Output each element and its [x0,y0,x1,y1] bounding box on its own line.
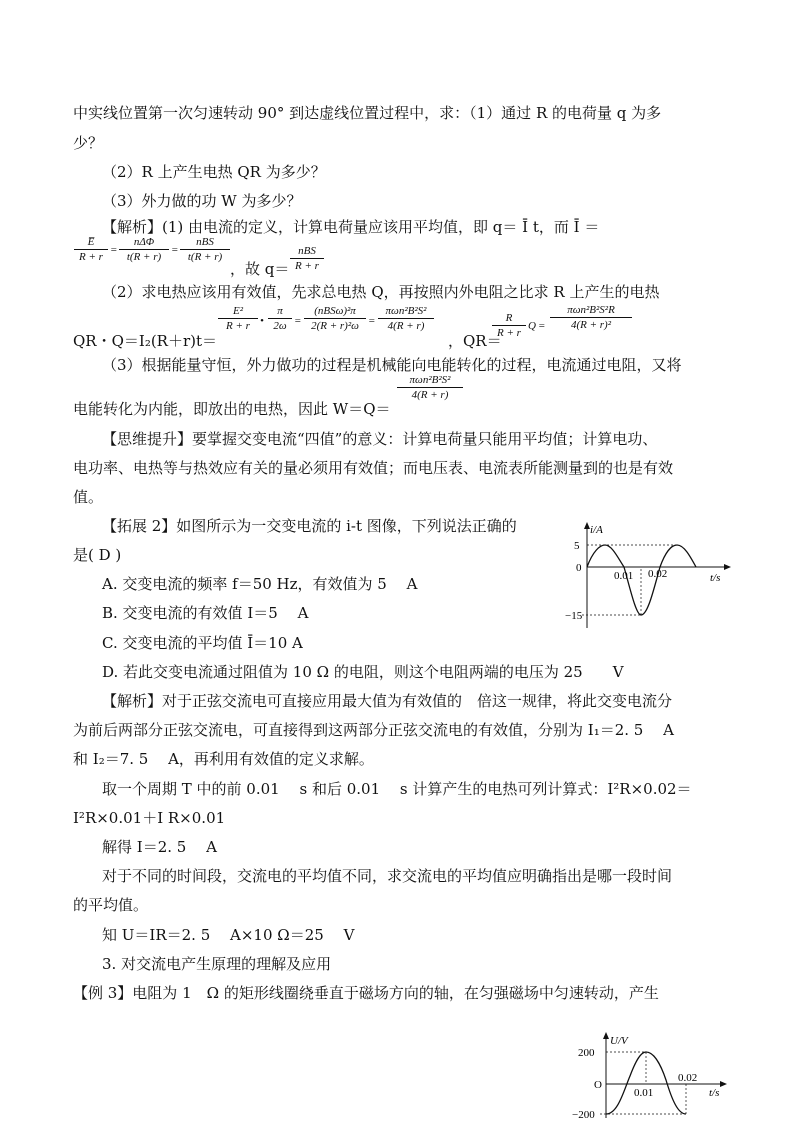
text-line: 是( D ) [73,546,122,564]
text-line: ，QR＝ [448,332,502,350]
text-line: 的平均值。 [73,896,149,914]
text-line: I²R×0.01＋I R×0.01 [73,809,226,827]
x-label: t/s [709,1087,720,1099]
formula-equals: = [171,244,179,256]
x-tick-2: 0.02 [648,568,668,580]
y-tick-top: 200 [578,1047,595,1059]
formula-fraction: πωn²B²S² 4(R + r) [378,305,434,332]
y-label: i/A [590,524,603,536]
y-tick-zero: 0 [576,562,582,574]
formula-q: Q [528,320,536,332]
y-axis-arrow [603,1032,609,1039]
formula-fraction: E̅ R + r [74,236,108,263]
formula-fraction: πωn²B²S² 4(R + r) [397,374,463,401]
x-axis-arrow [724,564,731,570]
formula-equals: = [538,320,546,332]
formula-fraction: (nBSω)²π 2(R + r)²ω [304,305,366,332]
y-tick-top: 5 [574,540,580,552]
u-t-graph [566,1030,731,1120]
x-tick-1: 0.01 [634,1087,654,1099]
formula-equals: = [294,315,302,327]
text-line: 电能转化为内能，即放出的电热，因此 W＝Q＝ [73,400,391,418]
text-line: 对于不同的时间段，交流电的平均值不同，求交流电的平均值应明确指出是哪一段时间 [102,867,673,885]
i-t-graph [560,518,735,633]
text-line: 解得 I＝2. 5 A [102,838,217,856]
text-line: 【解析】(1) 由电流的定义，计算电荷量应该用平均值，即 q＝ Ī t，而 Ī ＝ [102,218,600,236]
text-line: 为前后两部分正弦交流电，可直接得到这两部分正弦交流电的有效值，分别为 I₁＝2. 5 A [73,721,674,739]
formula-fraction: π 2ω [268,305,292,332]
text-line: 【解析】对于正弦交流电可直接应用最大值为有效值的 倍这一规律，将此交变电流分 [102,692,673,710]
option-c: C. 交变电流的平均值 Ī＝10 A [102,634,303,652]
formula-fraction: πωn²B²S²R 4(R + r)² [550,304,632,331]
text-line: 知 U＝IR＝2. 5 A×10 Ω＝25 V [102,926,355,944]
y-tick-bottom: −200 [572,1109,595,1120]
formula-equals: = [110,244,118,256]
formula-equals: = [368,315,376,327]
text-line: （3）外力做的功 W 为多少？ [102,192,302,210]
option-b: B. 交变电流的有效值 I＝5 A [102,604,309,622]
option-a: A. 交变电流的频率 f＝50 Hz，有效值为 5 A [102,575,418,593]
formula-fraction: nBS R + r [290,245,324,272]
text-line: 中实线位置第一次匀速转动 90° 到达虚线位置过程中，求：（1）通过 R 的电荷量 q 为多 [73,104,662,122]
formula-fraction: nBS t(R + r) [180,236,230,263]
y-label: U/V [610,1035,628,1047]
text-line: 和 I₂＝7. 5 A，再利用有效值的定义求解。 [73,750,374,768]
y-tick-bottom: −15 [565,610,583,622]
formula-fraction: E² R + r [218,305,258,332]
formula-dot: • [260,315,264,327]
x-tick-2: 0.02 [678,1072,698,1084]
x-label: t/s [710,572,721,584]
section-heading: 3. 对交流电产生原理的理解及应用 [102,955,332,973]
text-line: 【思维提升】要掌握交变电流“四值”的意义：计算电荷量只能用平均值；计算电功、 [102,430,658,448]
text-line: 取一个周期 T 中的前 0.01 s 和后 0.01 s 计算产生的电热可列计算式：I²R×0.02＝ [102,780,692,798]
text-line: 【例 3】电阻为 1 Ω 的矩形线圈绕垂直于磁场方向的轴，在匀强磁场中匀速转动，产生 [73,984,659,1002]
text-line: （3）根据能量守恒，外力做功的过程是机械能向电能转化的过程，电流通过电阻，又将 [102,356,682,374]
text-line: （2）求电热应该用有效值，先求总电热 Q，再按照内外电阻之比求 R 上产生的电热 [102,283,660,301]
current-curve [587,545,696,615]
x-tick-1: 0.01 [614,570,634,582]
text-line: 值。 [73,488,104,506]
y-tick-zero: O [594,1079,602,1091]
text-line: ，故 q＝ [230,260,290,278]
option-d: D. 若此交变电流通过阻值为 10 Ω 的电阻，则这个电阻两端的电压为 25 V [102,663,624,681]
formula-fraction: nΔΦ t(R + r) [119,236,169,263]
x-axis-arrow [720,1081,727,1087]
text-line: （2）R 上产生电热 QR 为多少？ [102,163,326,181]
text-line: 【拓展 2】如图所示为一交变电流的 i-t 图像，下列说法正确的 [102,517,517,535]
text-line: 电功率、电热等与热效应有关的量必须用有效值；而电压表、电流表所能测量到的也是有效 [73,459,674,477]
text-line: QR・Q＝I₂(R＋r)t＝ [73,332,218,350]
formula-fraction: R R + r [492,312,526,339]
text-line: 少？ [73,134,104,152]
